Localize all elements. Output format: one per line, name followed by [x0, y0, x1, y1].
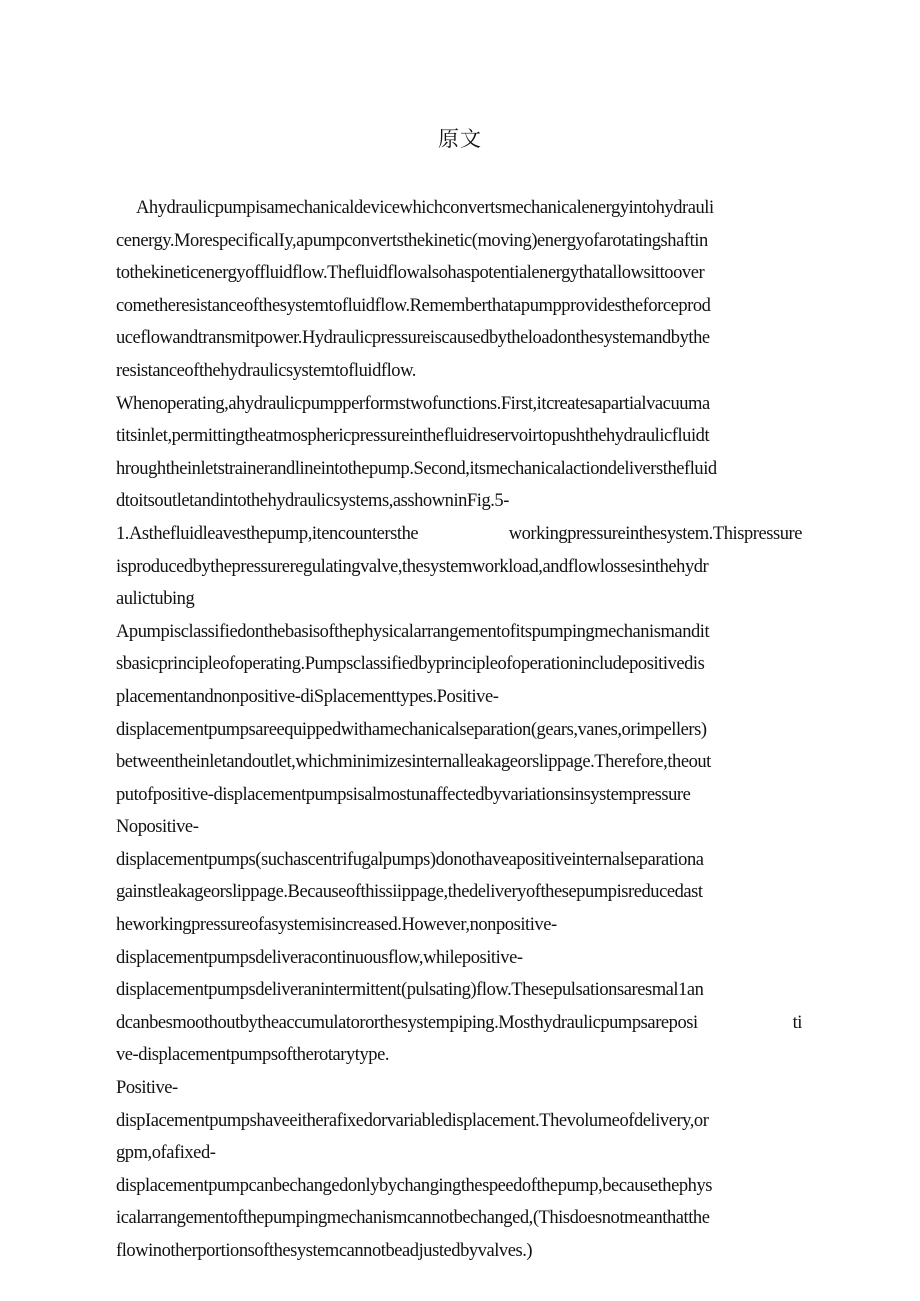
text-line: uceflowandtransmitpower.Hydraulicpressureiscausedbytheloadonthesystemandbythe [116, 328, 710, 349]
text-line: displacementpumpsareequippedwithamechanicalseparation(gears,vanes,orimpellers) [116, 719, 707, 740]
text-line: displacementpumps(suchascentrifugalpumps)donothaveapositiveinternalseparationa [116, 849, 704, 870]
text-line: dcanbesmoothoutbytheaccumulatororthesystempiping.Mosthydraulicpumpsareposi ti [116, 1012, 802, 1033]
text-line: Positive- [116, 1078, 178, 1099]
text-line: hroughtheinletstrainerandlineintothepump.Second,itsmechanicalactiondeliversthefluid [116, 458, 717, 479]
text-line: ve-displacementpumpsoftherotarytype. [116, 1045, 390, 1066]
text-line: resistanceofthehydraulicsystemtofluidflow. [116, 360, 416, 381]
text-line: displacementpumpcanbechangedonlybychangingthespeedofthepump,becausethephys [116, 1175, 713, 1196]
text-line: placementandnonpositive-diSplacementtypes.Positive- [116, 686, 499, 707]
text-line: aulictubing [116, 589, 195, 610]
text-line: betweentheinletandoutlet,whichminimizesinternalleakageorslippage.Therefore,theout [116, 752, 711, 773]
text-line: putofpositive-displacementpumpsisalmostunaffectedbyvariationsinsystempressure [116, 784, 691, 805]
text-line: cometheresistanceofthesystemtofluidflow.Rememberthatapumpprovidestheforceprod [116, 295, 711, 316]
text-line: tothekineticenergyoffluidflow.Thefluidflowalsohaspotentialenergythatallowsittoover [116, 263, 705, 284]
text-line: isproducedbythepressureregulatingvalve,thesystemworkload,andflowlossesinthehydr [116, 556, 709, 577]
text-line: Whenoperating,ahydraulicpumpperformstwofunctions.First,itcreatesapartialvacuuma [116, 393, 710, 414]
text-line: Ahydraulicpumpisamechanicaldevicewhichconvertsmechanicalenergyintohydrauli [136, 198, 714, 218]
text-line: displacementpumpsdeliveracontinuousflow,whilepositive- [116, 947, 523, 968]
body-text [116, 192, 802, 1268]
text-line: 1.Asthefluidleavesthepump,itencountersthe workingpressureinthesystem.Thispressure [116, 523, 802, 544]
page-title: 原文 [438, 127, 482, 151]
text-line: Apumpisclassifiedonthebasisofthephysicalarrangementofitspumpingmechanismandit [116, 621, 710, 642]
text-line: sbasicprincipleofoperating.Pumpsclassifiedbyprincipleofoperationincludepositivedis [116, 654, 705, 675]
text-line: displacementpumpsdeliveranintermittent(pulsating)flow.Thesepulsationsaresmal1an [116, 980, 704, 1001]
text-line: dispIacementpumpshaveeitherafixedorvariabledisplacement.Thevolumeofdelivery,or [116, 1110, 709, 1131]
text-line: gainstleakageorslippage.Becauseofthissiippage,thedeliveryofthesepumpisreducedast [116, 882, 703, 903]
text-line: dtoitsoutletandintothehydraulicsystems,asshowninFig.5- [116, 491, 509, 512]
text-line: titsinlet,permittingtheatmosphericpressureinthefluidreservoirtopushthehydraulicfluidt [116, 426, 710, 447]
text-line: flowinotherportionsofthesystemcannotbeadjustedbyvalves.) [116, 1241, 533, 1261]
text-line: heworkingpressureofasystemisincreased.However,nonpositive- [116, 915, 557, 936]
text-line: Nopositive- [116, 817, 199, 838]
text-line: cenergy.MorespecificalIy,apumpconvertsthekinetic(moving)energyofarotatingshaftin [116, 230, 708, 251]
text-line: gpm,ofafixed- [116, 1143, 216, 1164]
text-line: icalarrangementofthepumpingmechanismcannotbechanged,(Thisdoesnotmeanthatthe [116, 1208, 710, 1229]
